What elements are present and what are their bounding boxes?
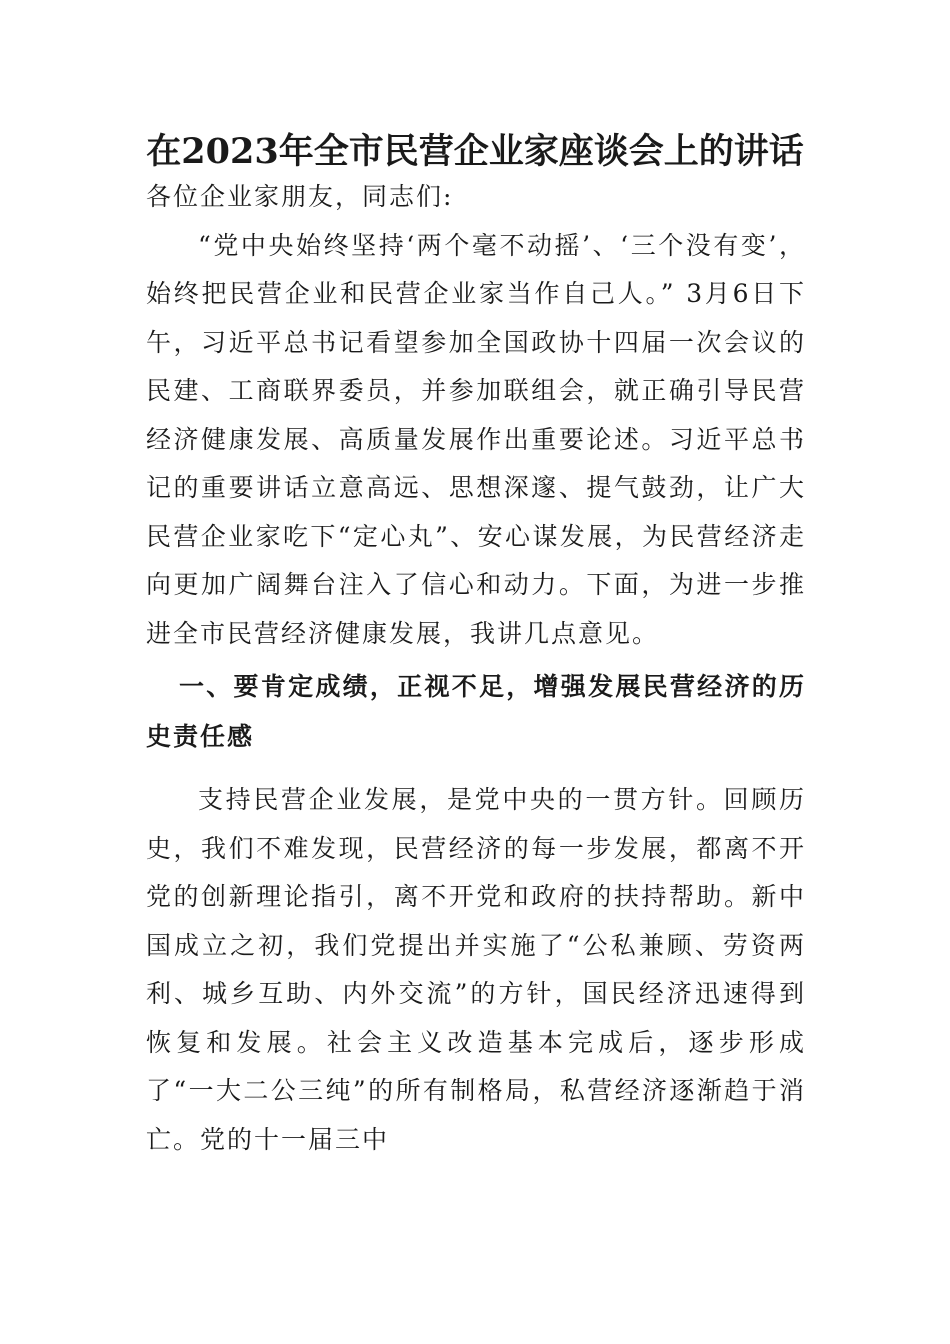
salutation: 各位企业家朋友，同志们: — [146, 182, 454, 211]
paragraph-2: 支持民营企业发展，是党中央的一贯方针。回顾历史，我们不难发现，民营经济的每一步发展，都离不开党的创新理论指引，离不开党和政府的扶持帮助。新中国成立之初，我们党提出并实施了“公私兼顾、劳资两利、城乡互助、内外交流”的方针，国民经济迅速得到恢复和发展。社会主义改造基本完成后，逐步形成了“一大二公三纯”的所有制格局，私营经济逐渐趋于消亡。党的十一届三中 — [146, 785, 806, 1154]
document-body — [146, 173, 806, 1164]
document-title: 在2023年全市民营企业家座谈会上的讲话 — [146, 131, 804, 172]
section-heading-1: 一、要肯定成绩，正视不足，增强发展民营经济的历史责任感 — [146, 672, 806, 751]
paragraph-1: “党中央始终坚持‘两个毫不动摇’、‘三个没有变’，始终把民营企业和民营企业家当作自己人。” 3月6日下午，习近平总书记看望参加全国政协十四届一次会议的民建、工商联界委员，并参加联组会，就正确引导民营经济健康发展、高质量发展作出重要论述。习近平总书记的重要讲话立意高远、思想深邃、提气鼓劲，让广大民营企业家吃下“定心丸”、安心谋发展，为民营经济走向更加广阔舞台注入了信心和动力。下面，为进一步推进全市民营经济健康发展，我讲几点意见。 — [146, 230, 806, 648]
